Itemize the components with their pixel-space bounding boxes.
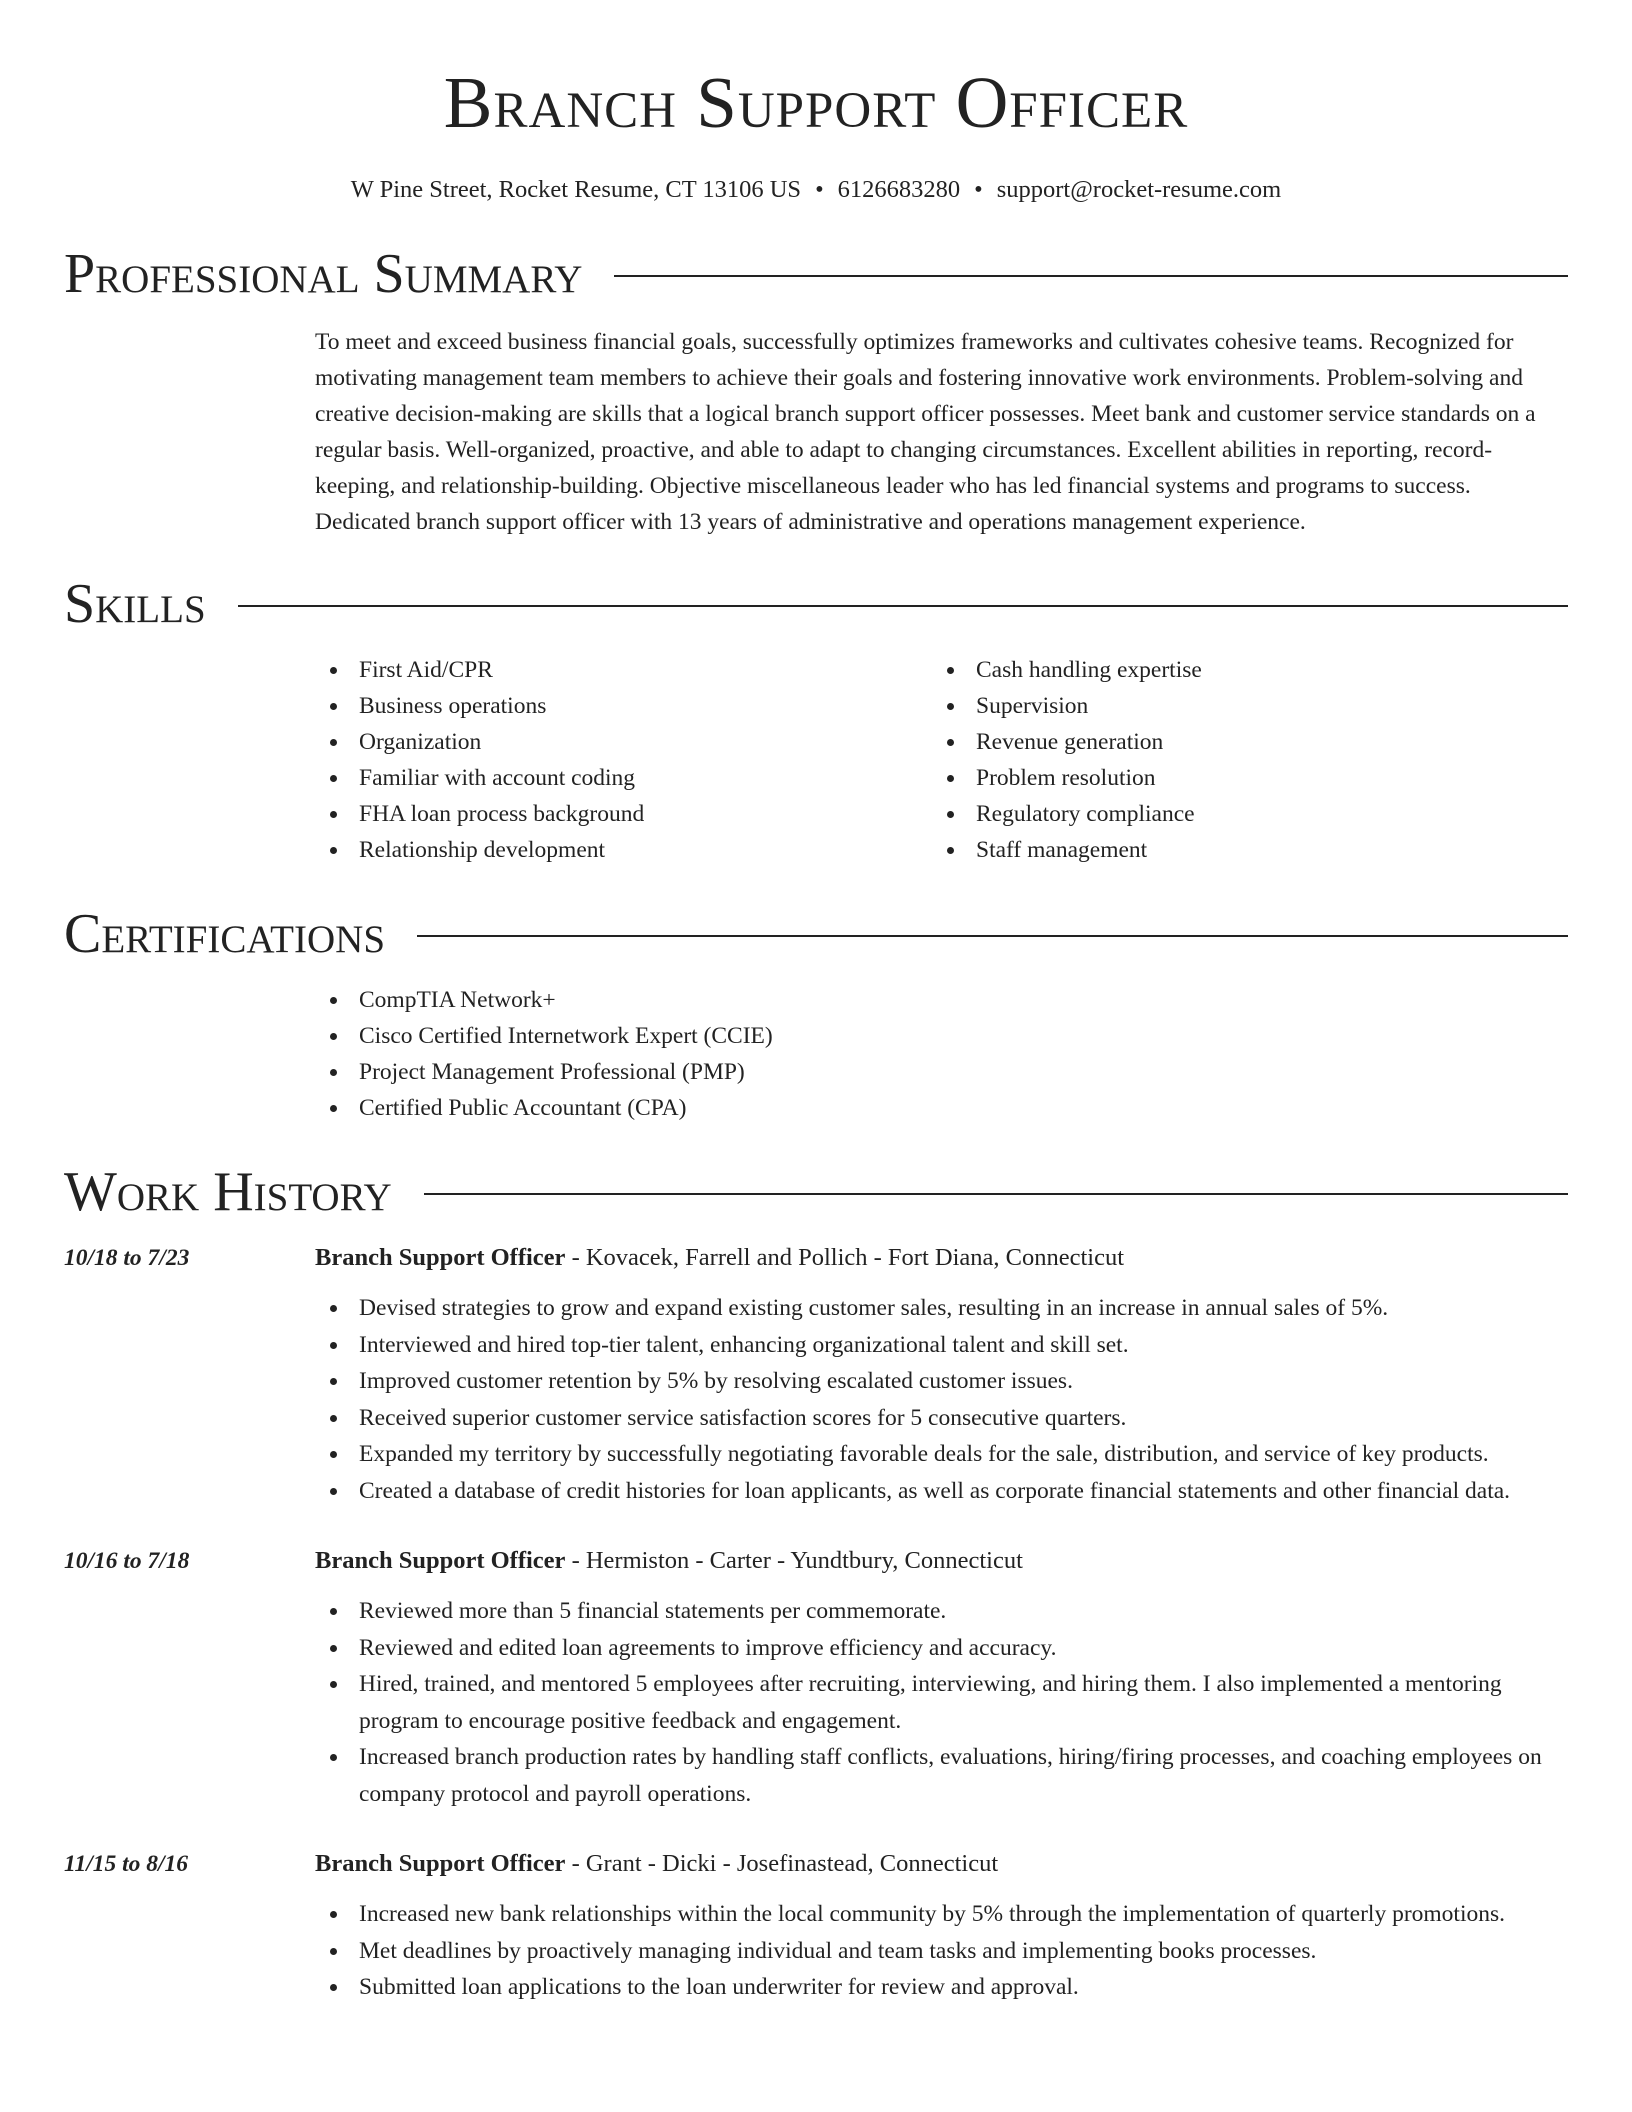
section-divider (614, 275, 1568, 277)
skill-item: Problem resolution (932, 760, 1549, 796)
summary-text: To meet and exceed business financial goals, successfully optimizes frameworks and cultivates cohesive teams. Recognized for motivating management team members to achieve their goals and fostering innovative work environments. Problem-solving and creative decision-making are skills that a logical branch support officer possesses. Meet bank and customer service standards on a regular basis. Well-organized, proactive, and able to adapt to changing circumstances. Excellent abilities in reporting, record-keeping, and relationship-building. Objective miscellaneous leader who has led financial systems and programs to success. Dedicated branch support officer with 13 years of administrative and operations management experience. (315, 329, 1536, 535)
skill-item: First Aid/CPR (315, 652, 932, 688)
job-dates: 10/16 to 7/18 (64, 1548, 190, 1574)
candidate-name: Branch Support Officer (443, 62, 1189, 143)
skill-item: Business operations (315, 688, 932, 724)
skill-item: Familiar with account coding (315, 760, 932, 796)
skills-column-left (315, 652, 932, 868)
job-role: Branch Support Officer (315, 1547, 566, 1574)
certifications-list (315, 982, 1568, 1126)
job-dates: 10/18 to 7/23 (64, 1245, 190, 1271)
job-heading (315, 1543, 1568, 1579)
job-bullet: Increased branch production rates by handling staff conflicts, evaluations, hiring/firing processes, and coaching employees on company protocol and payroll operations. (315, 1739, 1568, 1812)
job-bullet: Created a database of credit histories for loan applicants, as well as corporate financial statements and other financial data. (315, 1473, 1568, 1510)
job-bullet: Improved customer retention by 5% by resolving escalated customer issues. (315, 1363, 1568, 1400)
skill-item: Regulatory compliance (932, 796, 1549, 832)
section-divider (424, 1193, 1568, 1195)
job-bullet: Reviewed and edited loan agreements to improve efficiency and accuracy. (315, 1630, 1568, 1667)
job-heading (315, 1846, 1568, 1882)
certifications-title: Certifications (64, 903, 386, 965)
job-employer: - Grant - Dicki - Josefinastead, Connecticut (565, 1850, 999, 1877)
job-bullet: Hired, trained, and mentored 5 employees after recruiting, interviewing, and hiring them. I also implemented a mentoring program to encourage positive feedback and engagement. (315, 1666, 1568, 1739)
skill-item: Organization (315, 724, 932, 760)
skills-title: Skills (64, 573, 206, 635)
skill-item: Revenue generation (932, 724, 1549, 760)
skill-item: Relationship development (315, 832, 932, 868)
certification-item: Cisco Certified Internetwork Expert (CCIE) (315, 1018, 1568, 1054)
contact-separator: • (974, 176, 983, 203)
skill-item: Cash handling expertise (932, 652, 1549, 688)
summary-title: Professional Summary (64, 243, 583, 305)
section-divider (417, 935, 1568, 937)
job-bullets (315, 1290, 1568, 1509)
certification-item: CompTIA Network+ (315, 982, 1568, 1018)
job-employer: - Hermiston - Carter - Yundtbury, Connecticut (565, 1547, 1023, 1574)
skill-item: Supervision (932, 688, 1549, 724)
job-bullet: Interviewed and hired top-tier talent, enhancing organizational talent and skill set. (315, 1327, 1568, 1364)
work-history-section-header (64, 1161, 1568, 1223)
job-entry (64, 1846, 1568, 2006)
work-history-title: Work History (64, 1161, 392, 1223)
job-bullets (315, 1896, 1568, 2006)
phone: 6126683280 (837, 176, 961, 203)
job-role: Branch Support Officer (315, 1850, 566, 1877)
job-role: Branch Support Officer (315, 1244, 566, 1271)
section-divider (238, 605, 1568, 607)
skills-list (315, 652, 1568, 868)
email: support@rocket-resume.com (996, 176, 1282, 203)
job-entry (64, 1543, 1568, 1812)
job-bullet: Received superior customer service satisfaction scores for 5 consecutive quarters. (315, 1400, 1568, 1437)
job-dates: 11/15 to 8/16 (64, 1851, 189, 1877)
summary-section-header (64, 243, 1568, 305)
skills-column-right (932, 652, 1549, 868)
certification-item: Project Management Professional (PMP) (315, 1054, 1568, 1090)
contact-separator: • (815, 176, 824, 203)
job-entry (64, 1240, 1568, 1509)
certifications-section-header (64, 903, 1568, 965)
job-bullet: Submitted loan applications to the loan underwriter for review and approval. (315, 1969, 1568, 2006)
job-bullet: Reviewed more than 5 financial statements per commemorate. (315, 1593, 1568, 1630)
certification-item: Certified Public Accountant (CPA) (315, 1090, 1568, 1126)
job-bullet: Increased new bank relationships within the local community by 5% through the implementation of quarterly promotions. (315, 1896, 1568, 1933)
address: W Pine Street, Rocket Resume, CT 13106 US (350, 176, 802, 203)
job-bullets (315, 1593, 1568, 1812)
job-bullet: Expanded my territory by successfully negotiating favorable deals for the sale, distribution, and service of key products. (315, 1436, 1568, 1473)
job-bullet: Met deadlines by proactively managing individual and team tasks and implementing books processes. (315, 1933, 1568, 1970)
skills-section-header (64, 573, 1568, 635)
job-bullet: Devised strategies to grow and expand existing customer sales, resulting in an increase in annual sales of 5%. (315, 1290, 1568, 1327)
skill-item: Staff management (932, 832, 1549, 868)
contact-line (64, 176, 1568, 204)
job-employer: - Kovacek, Farrell and Pollich - Fort Diana, Connecticut (565, 1244, 1125, 1271)
job-heading (315, 1240, 1568, 1276)
skill-item: FHA loan process background (315, 796, 932, 832)
